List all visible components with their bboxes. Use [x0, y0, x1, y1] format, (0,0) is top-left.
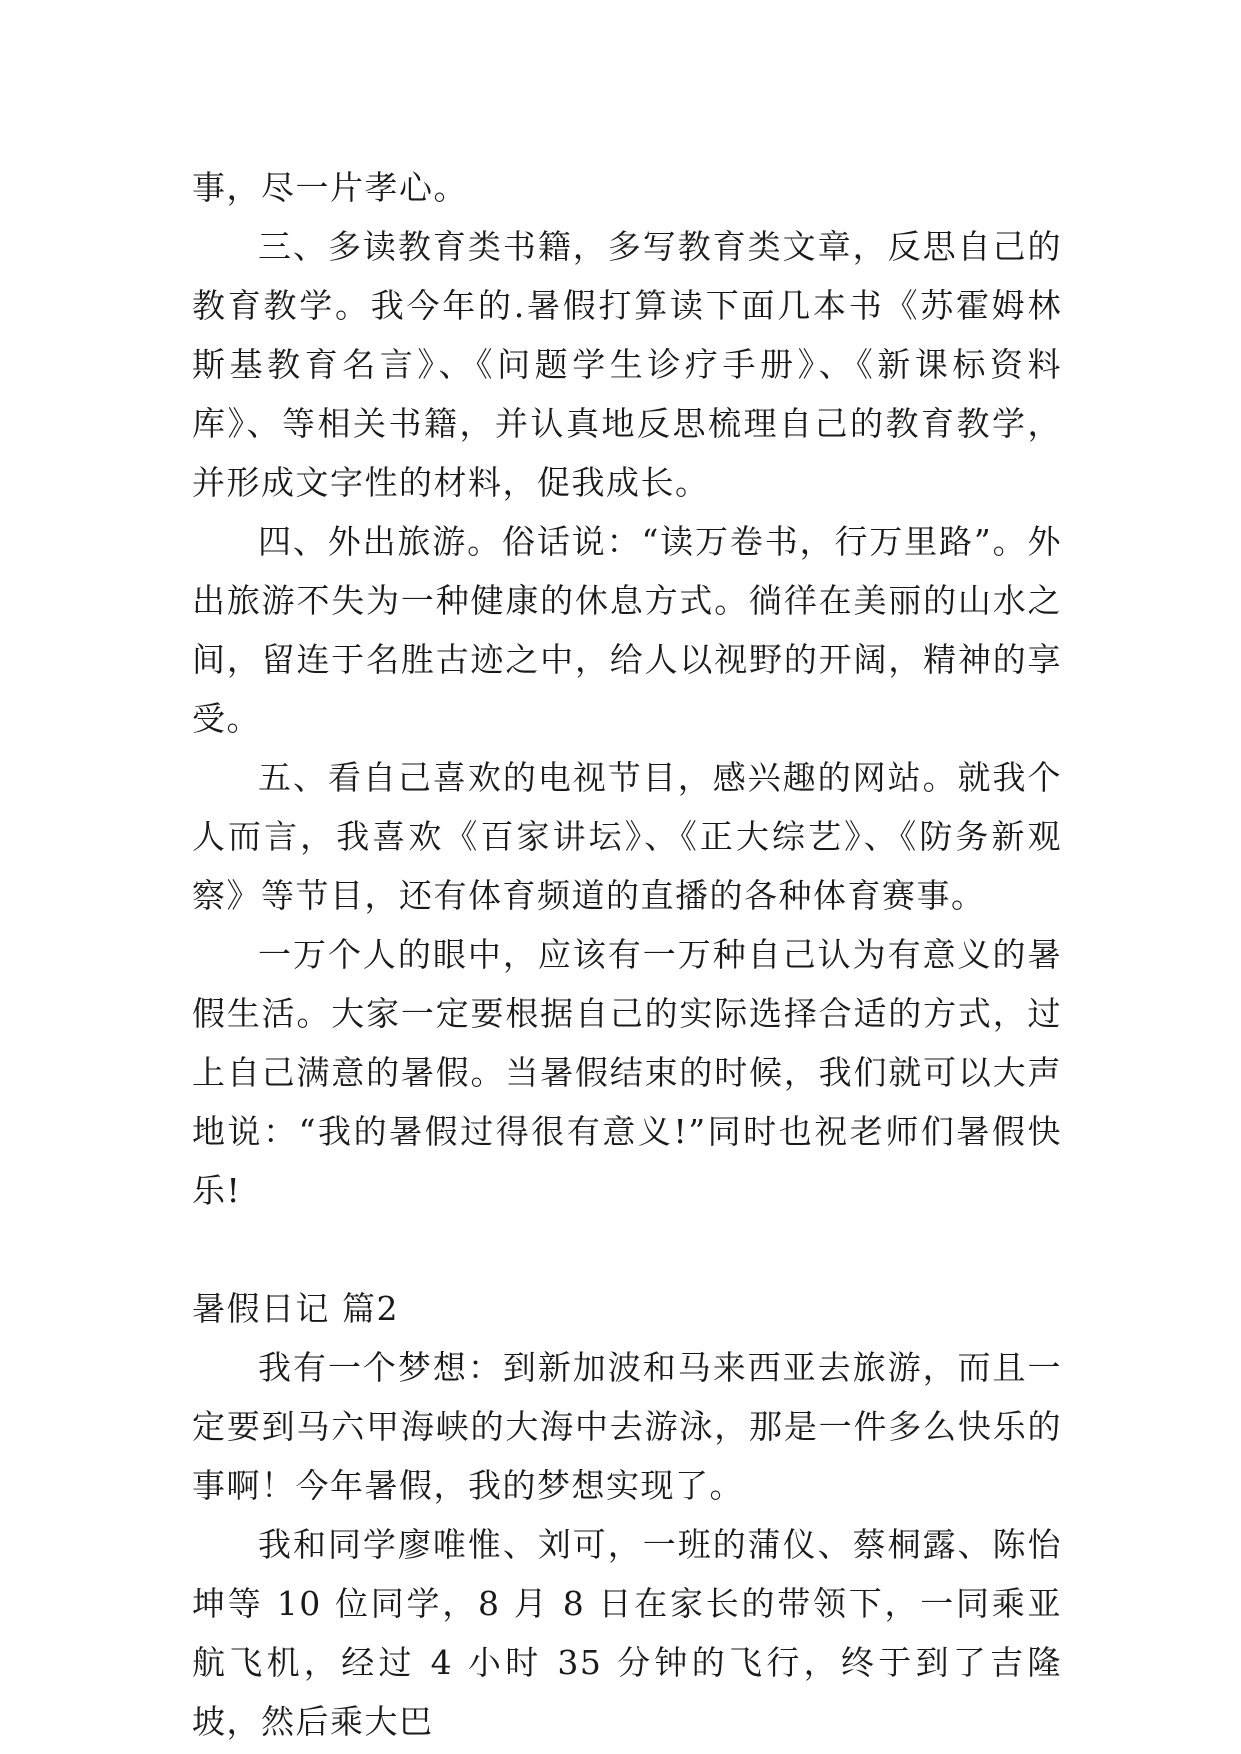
- section-2-paragraph-1: 我有一个梦想：到新加波和马来西亚去旅游，而且一定要到马六甲海峡的大海中去游泳，那是一件多么快乐的事啊！今年暑假，我的梦想实现了。: [192, 1348, 1062, 1505]
- paragraph-5: 一万个人的眼中，应该有一万种自己认为有意义的暑假生活。大家一定要根据自己的实际选择合适的方式，过上自己满意的暑假。当暑假结束的时候，我们就可以大声地说：“我的暑假过得很有意义!”同时也祝老师们暑假快乐!: [192, 935, 1062, 1210]
- section-1-body: [192, 158, 1062, 1220]
- paragraph-4: 五、看自己喜欢的电视节目，感兴趣的网站。就我个人而言，我喜欢《百家讲坛》、《正大综艺》、《防务新观察》等节目，还有体育频道的直播的各种体育赛事。: [192, 758, 1062, 915]
- paragraph-1: 事，尽一片孝心。: [192, 168, 468, 207]
- paragraph-2: 三、多读教育类书籍，多写教育类文章，反思自己的教育教学。我今年的.暑假打算读下面几本书《苏霍姆林斯基教育名言》、《问题学生诊疗手册》、《新课标资料库》、等相关书籍，并认真地反思梳理自己的教育教学，并形成文字性的材料，促我成长。: [192, 227, 1062, 502]
- document-page: [192, 158, 1062, 1751]
- section-2-body: [192, 1338, 1062, 1751]
- section-2-paragraph-2: 我和同学廖唯惟、刘可，一班的蒲仪、蔡桐露、陈怡坤等 10 位同学，8 月 8 日在家长的带领下，一同乘亚航飞机，经过 4 小时 35 分钟的飞行，终于到了吉隆坡，然后乘大巴: [192, 1525, 1062, 1741]
- section-2-heading: 暑假日记 篇2: [192, 1289, 399, 1328]
- paragraph-3: 四、外出旅游。俗话说：“读万卷书，行万里路”。外出旅游不失为一种健康的休息方式。徜徉在美丽的山水之间，留连于名胜古迹之中，给人以视野的开阔，精神的享受。: [192, 522, 1062, 738]
